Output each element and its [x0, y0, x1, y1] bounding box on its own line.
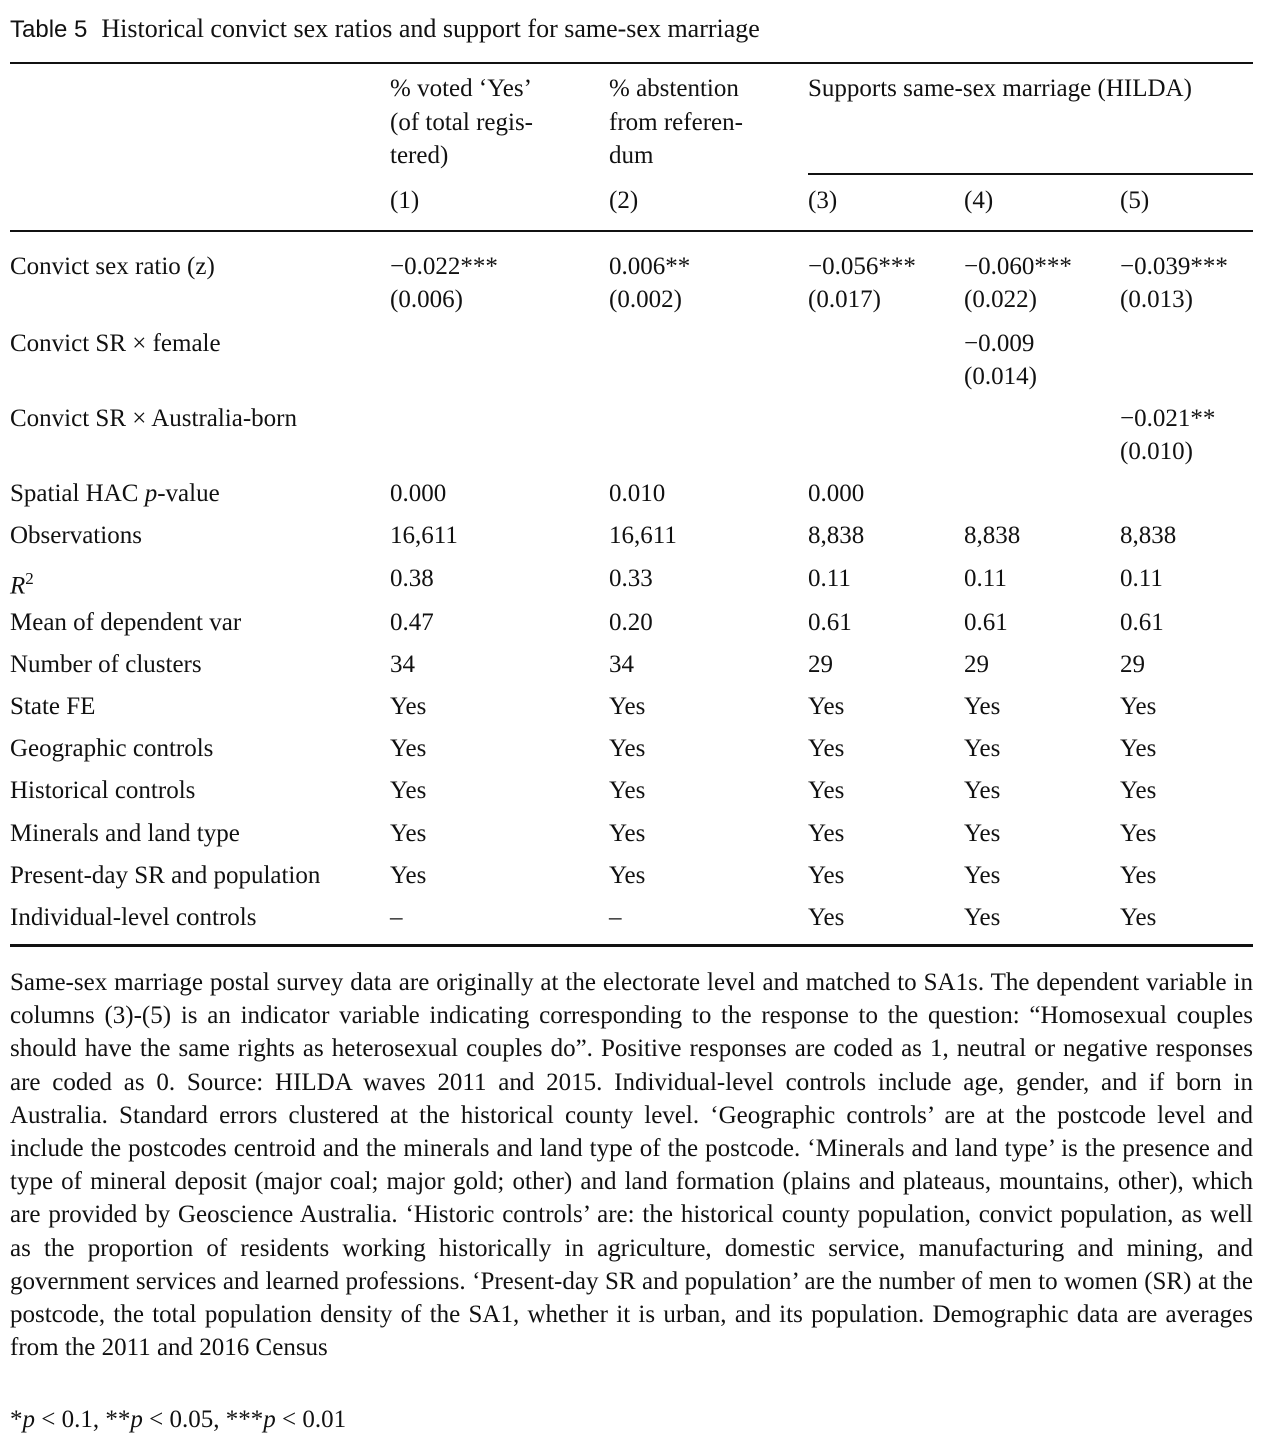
row-label: $R^2$ — [10, 569, 34, 600]
value-cell: 29 — [964, 651, 989, 678]
value-cell: 29 — [808, 651, 833, 678]
row-label: Minerals and land type — [10, 820, 240, 847]
row-label: Historical controls — [10, 777, 196, 804]
coef-cell: −0.039*** — [1120, 253, 1228, 280]
value-cell: 0.11 — [964, 565, 1007, 592]
value-cell: Yes — [390, 735, 427, 762]
value-cell: Yes — [808, 820, 845, 847]
value-cell: Yes — [1120, 904, 1157, 931]
value-cell: 8,838 — [1120, 522, 1177, 549]
value-cell: 34 — [609, 651, 634, 678]
table-title: Historical convict sex ratios and support for same-sex marriage — [101, 14, 760, 43]
col1-header-line1: % voted ‘Yes’ — [390, 75, 532, 102]
value-cell: Yes — [609, 735, 646, 762]
value-cell: 0.33 — [609, 565, 653, 592]
value-cell: Yes — [808, 862, 845, 889]
value-cell: Yes — [609, 820, 646, 847]
table-label: Table 5 — [10, 16, 88, 43]
se-cell: (0.014) — [964, 363, 1037, 390]
row-label: Mean of dependent var — [10, 609, 242, 636]
row-label-spatial-hac: Spatial HAC p-value — [10, 480, 220, 507]
value-cell: Yes — [964, 735, 1001, 762]
row-label: Observations — [10, 522, 142, 549]
se-cell: (0.017) — [808, 286, 881, 313]
value-cell: Yes — [609, 777, 646, 804]
value-cell: Yes — [964, 693, 1001, 720]
column-number-3: (3) — [808, 187, 838, 214]
value-cell: 0.11 — [1120, 565, 1163, 592]
value-cell: Yes — [1120, 693, 1157, 720]
row-label: Geographic controls — [10, 735, 214, 762]
header-rule — [10, 230, 1253, 232]
value-cell: 29 — [1120, 651, 1145, 678]
col2-header-line3: dum — [609, 142, 654, 169]
value-cell: Yes — [390, 820, 427, 847]
col1-header-line3: tered) — [390, 142, 449, 169]
column-number-5: (5) — [1120, 187, 1150, 214]
value-cell: Yes — [1120, 820, 1157, 847]
value-cell: Yes — [609, 693, 646, 720]
row-label-convict-sr-australia-born: Convict SR × Australia-born — [10, 405, 297, 432]
se-cell: (0.022) — [964, 286, 1037, 313]
value-cell: 0.61 — [808, 609, 852, 636]
se-cell: (0.002) — [609, 286, 682, 313]
significance-footnote: *p < 0.1, **p < 0.05, ***p < 0.01 — [10, 1406, 347, 1433]
value-cell: 34 — [390, 651, 415, 678]
column-number-2: (2) — [609, 187, 639, 214]
value-cell: 0.11 — [808, 565, 851, 592]
value-cell: 0.61 — [964, 609, 1008, 636]
col1-header-line2: (of total regis- — [390, 109, 534, 136]
value-cell: – — [609, 904, 622, 931]
row-label-convict-sex-ratio: Convict sex ratio (z) — [10, 253, 215, 280]
row-label: Individual-level controls — [10, 904, 257, 931]
value-cell: 0.000 — [808, 480, 865, 507]
column-number-4: (4) — [964, 187, 994, 214]
se-cell: (0.010) — [1120, 438, 1193, 465]
value-cell: 0.38 — [390, 565, 434, 592]
coef-cell: −0.009 — [964, 330, 1035, 357]
value-cell: Yes — [1120, 862, 1157, 889]
table-caption — [10, 14, 760, 44]
value-cell: 8,838 — [964, 522, 1021, 549]
se-cell: (0.006) — [390, 286, 463, 313]
value-cell: Yes — [808, 693, 845, 720]
value-cell: Yes — [964, 820, 1001, 847]
value-cell: 0.000 — [390, 480, 447, 507]
value-cell: 16,611 — [609, 522, 677, 549]
row-label: Present-day SR and population — [10, 862, 321, 889]
value-cell: Yes — [808, 904, 845, 931]
value-cell: Yes — [609, 862, 646, 889]
value-cell: – — [390, 904, 403, 931]
value-cell: Yes — [808, 735, 845, 762]
col2-header-line1: % abstention — [609, 75, 739, 102]
value-cell: 16,611 — [390, 522, 458, 549]
value-cell: Yes — [964, 862, 1001, 889]
value-cell: 0.47 — [390, 609, 434, 636]
value-cell: 0.20 — [609, 609, 653, 636]
table-notes: Same-sex marriage postal survey data are originally at the electorate level and matched to SA1s. The dependent variable in columns (3)-(5) is an indicator variable indicating corresponding to the response to the question: “Homosexual couples should have the same rights as heterosexual couples do”. Positive responses are coded as 1, neutral or negative responses are coded as 0. Source: HILDA waves 2011 and 2015. Individual-level controls include age, gender, and if born in Australia. Standard errors clustered at the historical county level. ‘Geographic controls’ are at the postcode level and include the postcodes centroid and the minerals and land type of the postcode. ‘Minerals and land type’ is the presence and type of mineral deposit (major coal; major gold; other) and land formation (plains and plateaus, mountains, other), which are provided by Geoscience Australia. ‘Historic controls’ are: the historical county population, convict population, as well as the proportion of residents working historically in agriculture, domestic service, manufacturing and mining, and government services and learned professions. ‘Present-day SR and population’ are the number of men to women (SR) at the postcode, the total population density of the SA1, whether it is urban, and its population. Demographic data are averages from the 2011 and 2016 Census — [10, 969, 1253, 1362]
value-cell: Yes — [964, 904, 1001, 931]
value-cell: Yes — [390, 777, 427, 804]
value-cell: 0.010 — [609, 480, 666, 507]
value-cell: Yes — [964, 777, 1001, 804]
coef-cell: −0.060*** — [964, 253, 1072, 280]
value-cell: Yes — [390, 693, 427, 720]
bottom-rule — [10, 944, 1253, 947]
value-cell: Yes — [808, 777, 845, 804]
group-header-rule — [808, 173, 1253, 175]
coef-cell: −0.056*** — [808, 253, 916, 280]
col2-header-line2: from referen- — [609, 109, 743, 136]
column-number-1: (1) — [390, 187, 420, 214]
value-cell: 0.61 — [1120, 609, 1164, 636]
coef-cell: 0.006** — [609, 253, 691, 280]
top-rule — [10, 62, 1253, 64]
group-header: Supports same-sex marriage (HILDA) — [808, 75, 1192, 102]
row-label-convict-sr-female: Convict SR × female — [10, 330, 221, 357]
se-cell: (0.013) — [1120, 286, 1193, 313]
value-cell: Yes — [390, 862, 427, 889]
coef-cell: −0.022*** — [390, 253, 498, 280]
row-label: Number of clusters — [10, 651, 202, 678]
row-label: State FE — [10, 693, 96, 720]
value-cell: 8,838 — [808, 522, 865, 549]
value-cell: Yes — [1120, 777, 1157, 804]
coef-cell: −0.021** — [1120, 405, 1216, 432]
value-cell: Yes — [1120, 735, 1157, 762]
